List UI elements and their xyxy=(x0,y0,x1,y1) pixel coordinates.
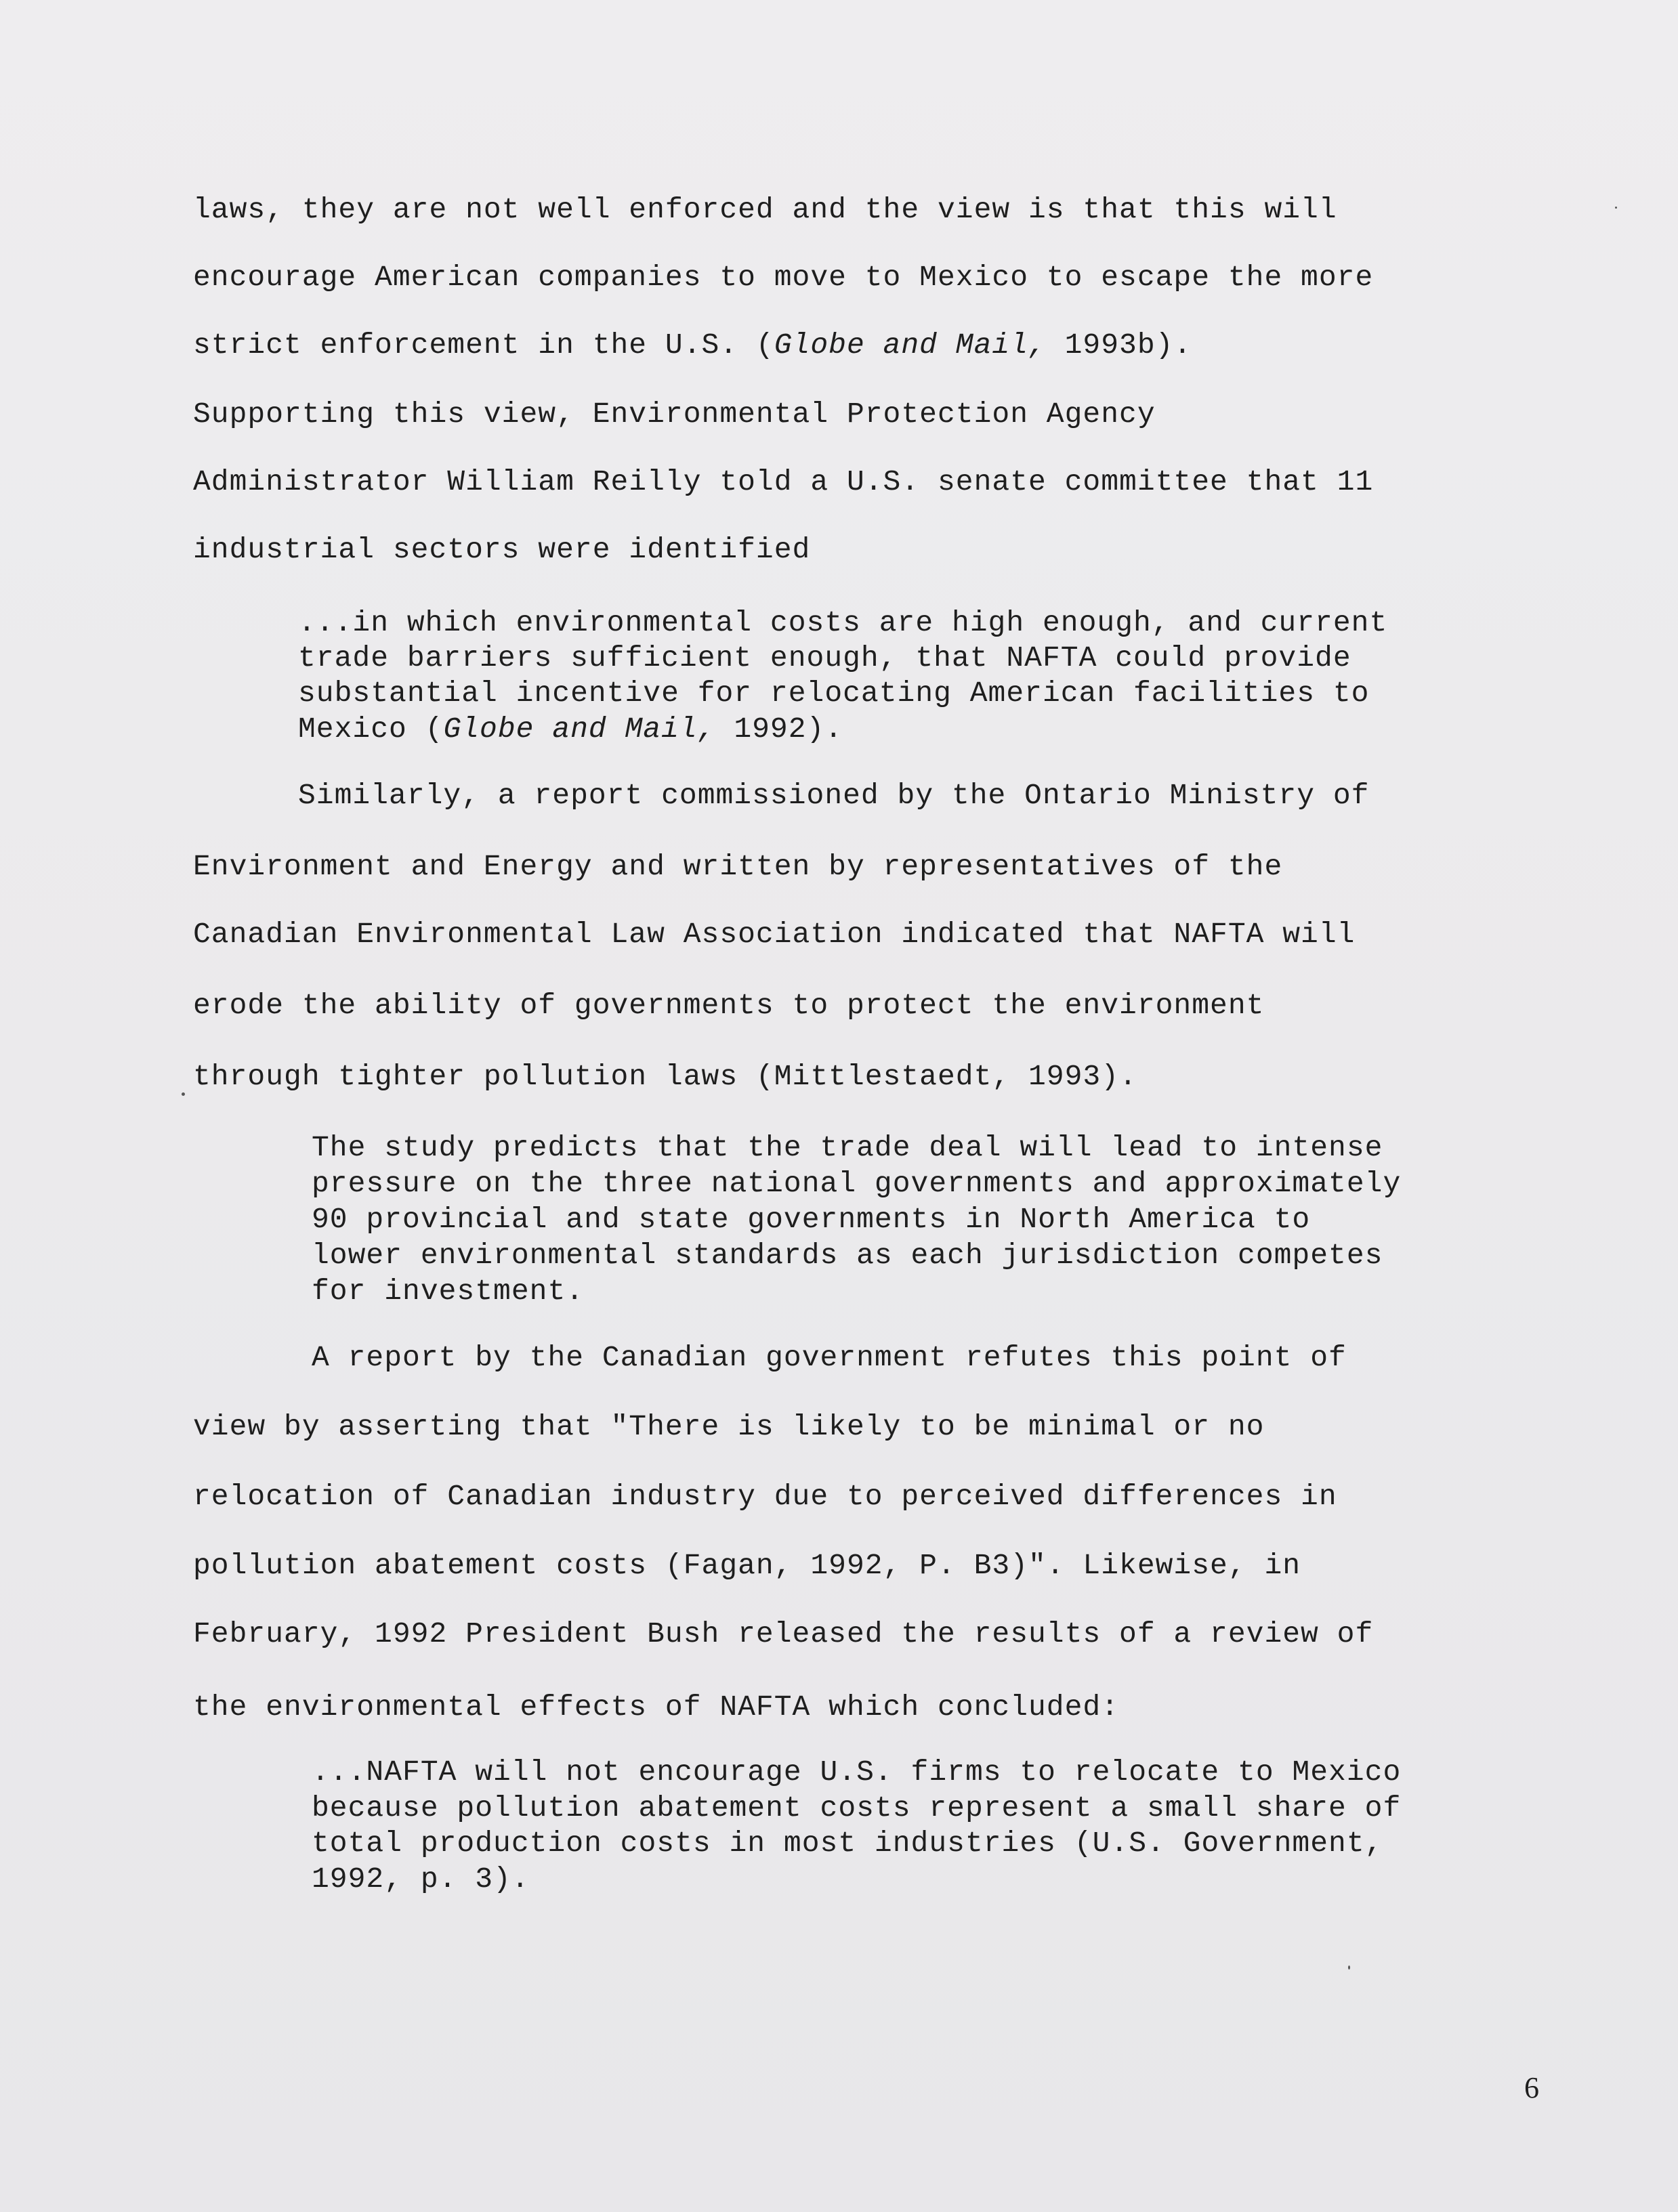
text-line: Environment and Energy and written by representatives of the xyxy=(193,850,1283,883)
text-line: erode the ability of governments to protect the environment xyxy=(193,989,1265,1022)
scan-speck xyxy=(1348,1965,1350,1970)
text-line: relocation of Canadian industry due to perceived differences in xyxy=(193,1480,1337,1513)
text-line: laws, they are not well enforced and the view is that this will xyxy=(193,193,1337,226)
quote-line: ...NAFTA will not encourage U.S. firms to relocate to Mexico xyxy=(312,1756,1402,1789)
quote-line: total production costs in most industries (U.S. Government, xyxy=(312,1827,1383,1860)
quote-line: ...in which environmental costs are high enough, and current xyxy=(298,606,1388,639)
text-line: February, 1992 President Bush released the results of a review of xyxy=(193,1617,1374,1651)
scan-speck xyxy=(1615,207,1617,209)
text-line: Supporting this view, Environmental Protection Agency xyxy=(193,398,1156,431)
quote-line: pressure on the three national governments and approximately xyxy=(312,1167,1402,1200)
text-line: the environmental effects of NAFTA which concluded: xyxy=(193,1690,1120,1724)
text-line xyxy=(193,328,1192,362)
text-span: 1992). xyxy=(715,712,843,746)
citation-title: Globe and Mail, xyxy=(774,328,1047,362)
text-line: A report by the Canadian government refutes this point of xyxy=(312,1341,1347,1374)
quote-line: for investment. xyxy=(312,1275,585,1308)
text-span: strict enforcement in the U.S. ( xyxy=(193,328,774,362)
quote-line: lower environmental standards as each jurisdiction competes xyxy=(312,1239,1383,1272)
quote-line: because pollution abatement costs represent a small share of xyxy=(312,1791,1402,1825)
text-span: Mexico ( xyxy=(298,712,444,746)
text-line: Administrator William Reilly told a U.S. senate committee that 11 xyxy=(193,465,1374,498)
text-line: encourage American companies to move to Mexico to escape the more xyxy=(193,261,1374,294)
quote-line: 1992, p. 3). xyxy=(312,1863,530,1896)
text-line: industrial sectors were identified xyxy=(193,533,811,566)
text-line: Canadian Environmental Law Association indicated that NAFTA will xyxy=(193,918,1356,951)
text-span: 1993b). xyxy=(1046,328,1192,362)
citation-title: Globe and Mail, xyxy=(443,712,716,746)
text-line: through tighter pollution laws (Mittlestaedt, 1993). xyxy=(193,1060,1137,1093)
page-number: 6 xyxy=(1524,2071,1539,2104)
quote-line xyxy=(298,712,843,746)
text-line: pollution abatement costs (Fagan, 1992, P. B3)". Likewise, in xyxy=(193,1549,1301,1582)
text-line: Similarly, a report commissioned by the Ontario Ministry of xyxy=(298,779,1370,812)
scan-speck xyxy=(182,1092,185,1096)
text-line: view by asserting that "There is likely to be minimal or no xyxy=(193,1410,1265,1443)
quote-line: 90 provincial and state governments in North America to xyxy=(312,1203,1311,1236)
quote-line: substantial incentive for relocating American facilities to xyxy=(298,677,1370,710)
quote-line: trade barriers sufficient enough, that NAFTA could provide xyxy=(298,641,1351,675)
quote-line: The study predicts that the trade deal will lead to intense xyxy=(312,1131,1383,1164)
